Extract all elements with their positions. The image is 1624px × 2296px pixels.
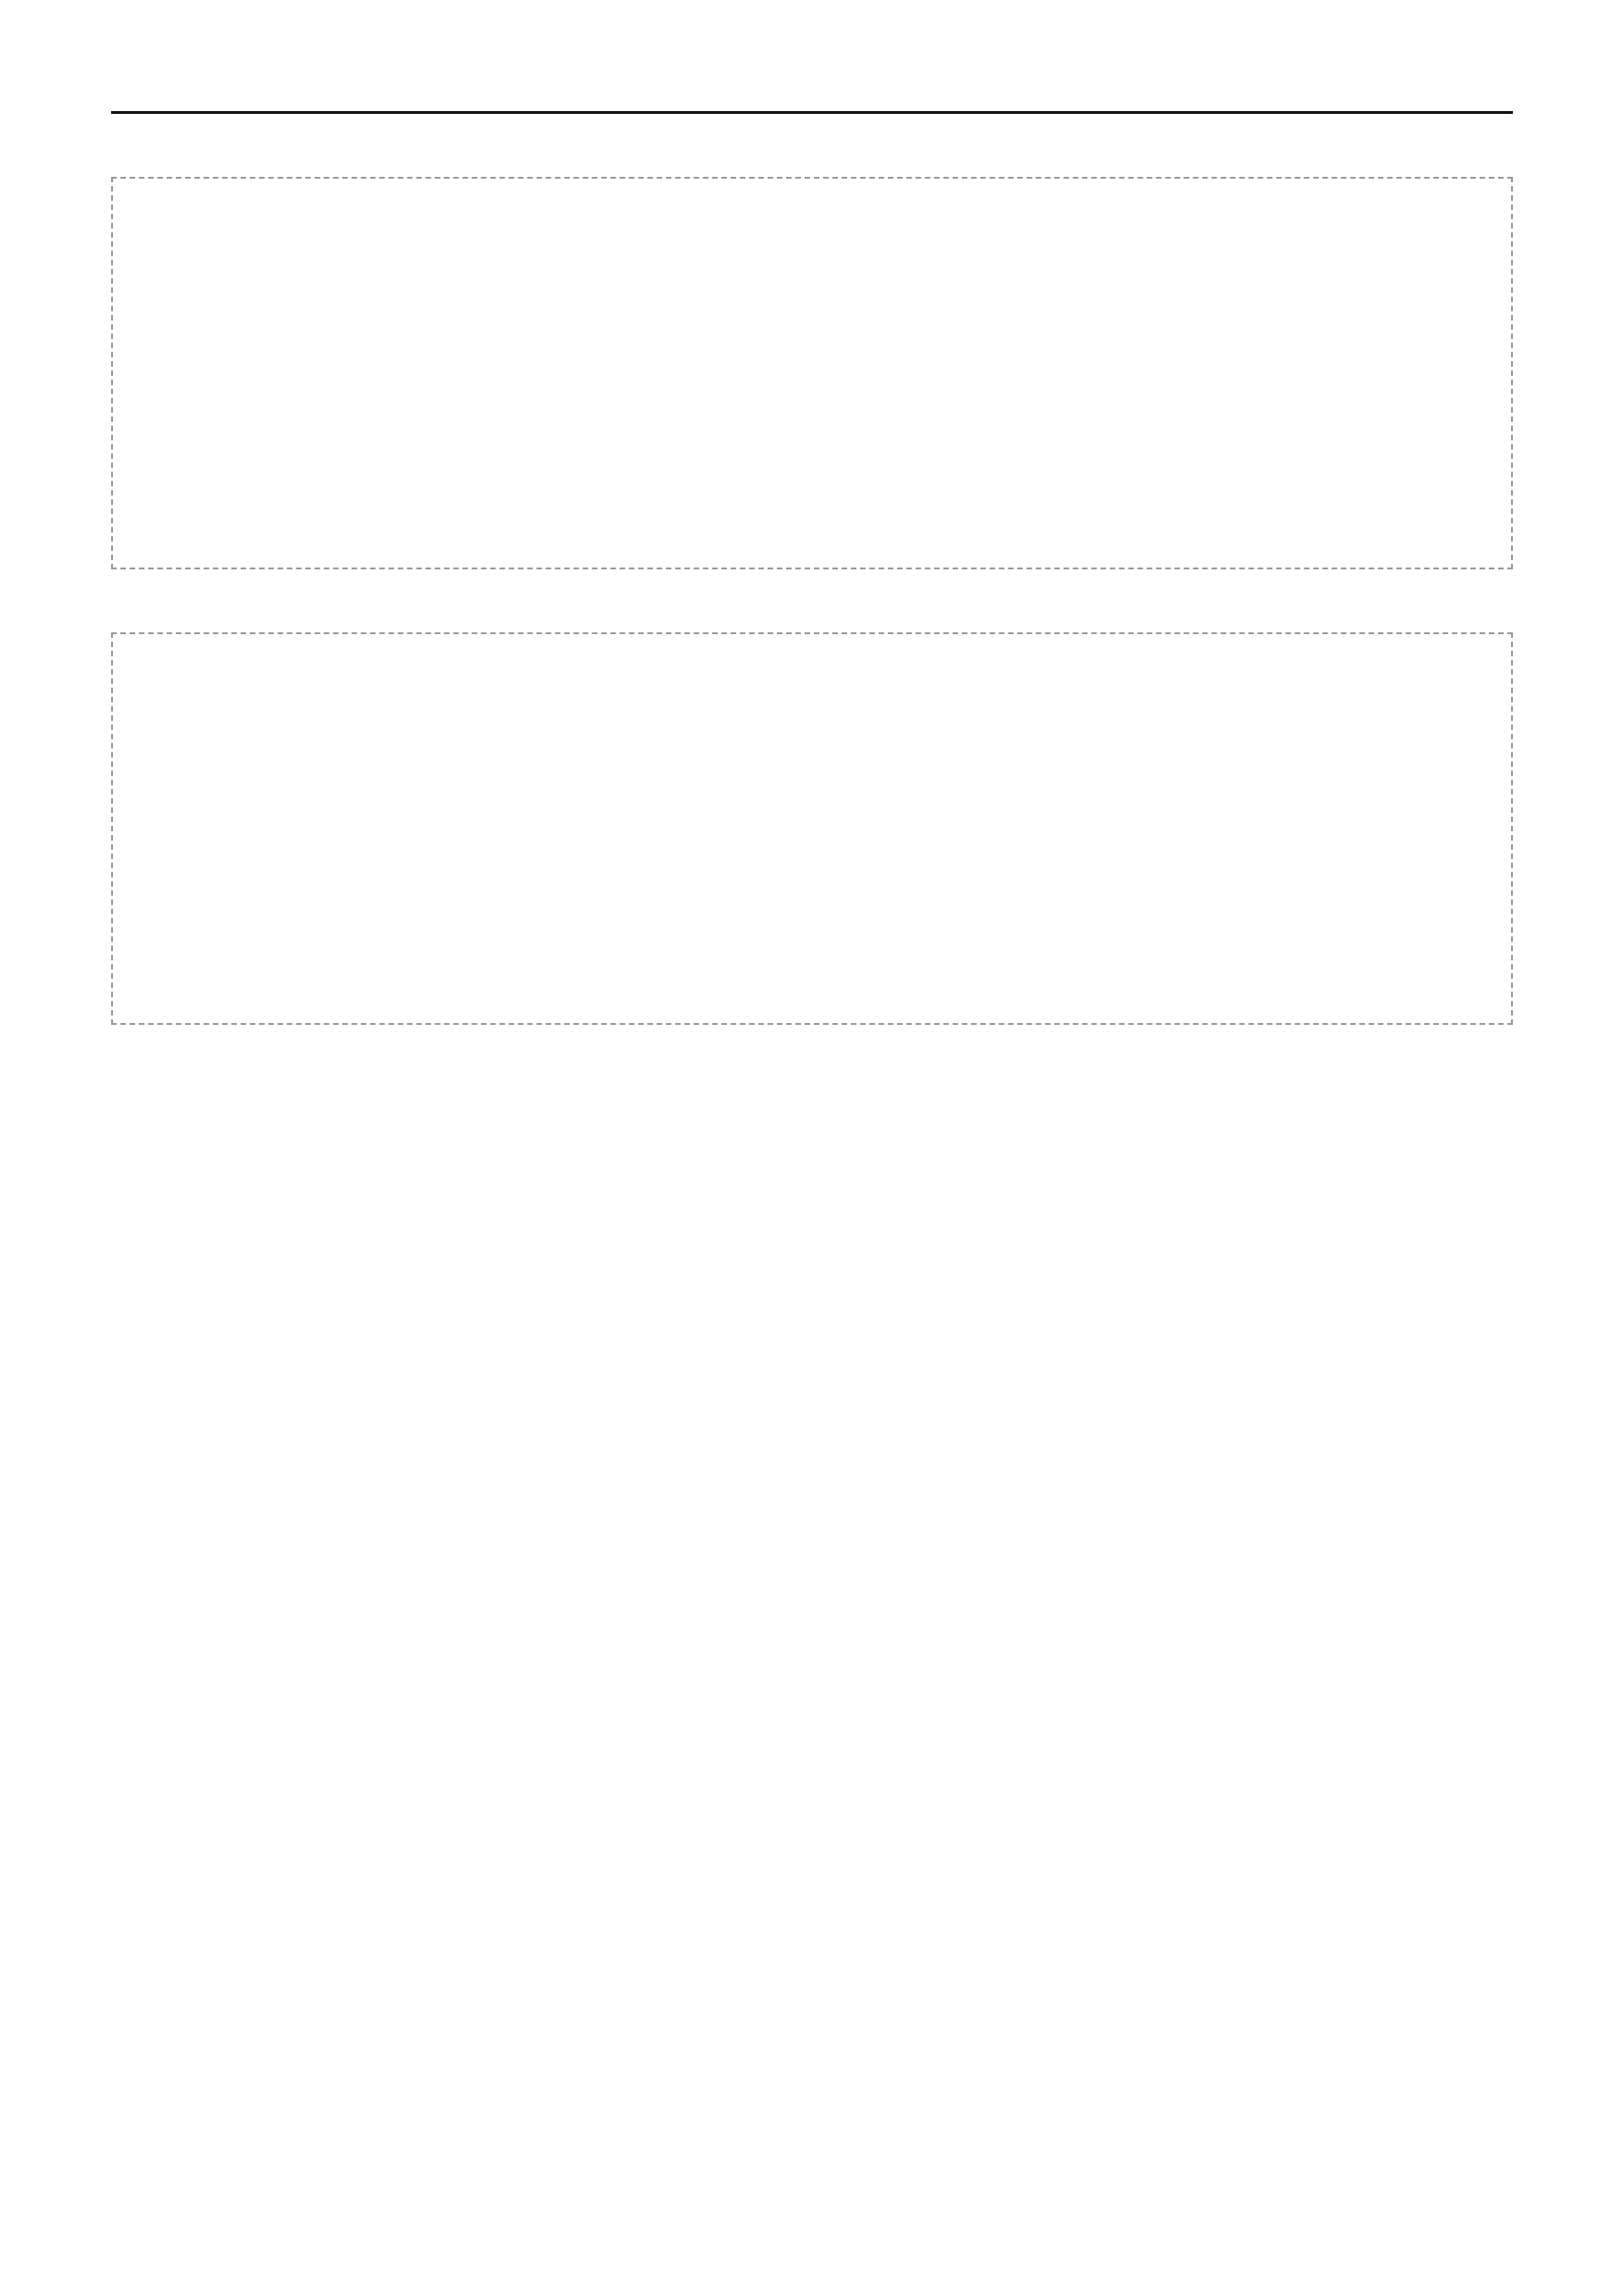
- document-header: [111, 89, 1513, 114]
- figure-area: [111, 177, 1513, 569]
- section-3: [111, 1069, 1513, 1088]
- figure-area: [111, 632, 1513, 1025]
- section-2: [111, 614, 1513, 1025]
- section-1: [111, 158, 1513, 569]
